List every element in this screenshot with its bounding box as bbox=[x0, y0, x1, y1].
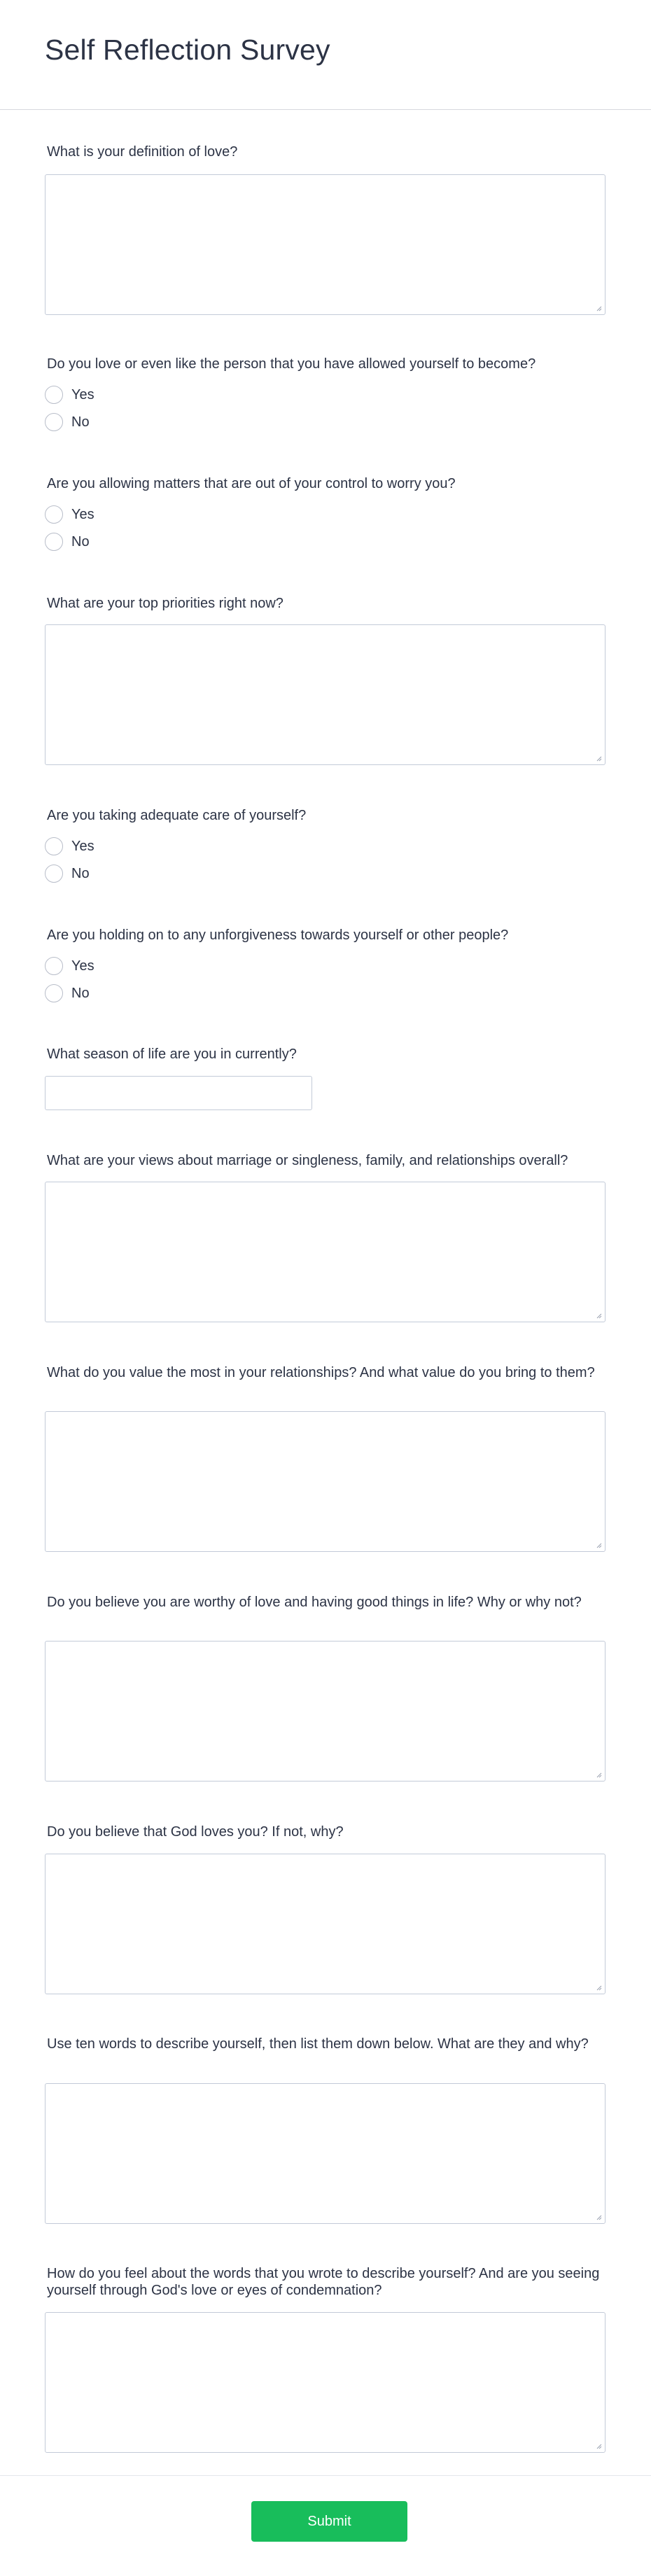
resize-handle-icon[interactable] bbox=[596, 2444, 602, 2449]
radio-option-yes[interactable]: Yes bbox=[45, 836, 94, 856]
worthy-of-love-textarea[interactable] bbox=[45, 1641, 606, 1782]
question-label: What are your views about marriage or singleness, family, and relationships overall? bbox=[47, 1153, 568, 1168]
question-label: Do you love or even like the person that you have allowed yourself to become? bbox=[47, 356, 536, 372]
radio-button[interactable] bbox=[45, 957, 63, 975]
resize-handle-icon[interactable] bbox=[596, 1543, 602, 1548]
season-of-life-input[interactable] bbox=[45, 1076, 312, 1110]
radio-button[interactable] bbox=[45, 505, 63, 524]
views-marriage-textarea[interactable] bbox=[45, 1182, 606, 1322]
question-label: Use ten words to describe yourself, then list them down below. What are they and why? bbox=[47, 2036, 589, 2052]
relationship-value-textarea[interactable] bbox=[45, 1411, 606, 1552]
top-priorities-textarea[interactable] bbox=[45, 624, 606, 765]
form-title: Self Reflection Survey bbox=[45, 34, 330, 66]
resize-handle-icon[interactable] bbox=[596, 1985, 602, 1991]
radio-button[interactable] bbox=[45, 837, 63, 855]
radio-button[interactable] bbox=[45, 984, 63, 1002]
question-label: Do you believe you are worthy of love and having good things in life? Why or why not? bbox=[47, 1595, 582, 1610]
question-label: What season of life are you in currently? bbox=[47, 1046, 297, 1062]
resize-handle-icon[interactable] bbox=[596, 1313, 602, 1319]
god-loves-you-textarea[interactable] bbox=[45, 1854, 606, 1994]
question-label: What are your top priorities right now? bbox=[47, 596, 284, 611]
submit-button[interactable]: Submit bbox=[251, 2501, 407, 2542]
form-header bbox=[0, 0, 651, 110]
radio-option-yes[interactable]: Yes bbox=[45, 385, 94, 405]
resize-handle-icon[interactable] bbox=[596, 2215, 602, 2220]
question-label: Are you allowing matters that are out of your control to worry you? bbox=[47, 476, 456, 491]
radio-option-yes[interactable]: Yes bbox=[45, 956, 94, 976]
radio-option-no[interactable]: No bbox=[45, 983, 90, 1003]
radio-button[interactable] bbox=[45, 386, 63, 404]
question-label: What is your definition of love? bbox=[47, 144, 238, 160]
radio-button[interactable] bbox=[45, 413, 63, 431]
question-label: Do you believe that God loves you? If not, why? bbox=[47, 1824, 344, 1840]
radio-button[interactable] bbox=[45, 533, 63, 551]
radio-option-no[interactable]: No bbox=[45, 412, 90, 432]
resize-handle-icon[interactable] bbox=[596, 1772, 602, 1778]
question-label: Are you holding on to any unforgiveness towards yourself or other people? bbox=[47, 927, 509, 943]
words-feeling-textarea[interactable] bbox=[45, 2312, 606, 2453]
question-label: Are you taking adequate care of yourself? bbox=[47, 808, 307, 823]
definition-of-love-textarea[interactable] bbox=[45, 174, 606, 315]
ten-words-textarea[interactable] bbox=[45, 2083, 606, 2224]
resize-handle-icon[interactable] bbox=[596, 756, 602, 762]
radio-option-no[interactable]: No bbox=[45, 864, 90, 883]
resize-handle-icon[interactable] bbox=[596, 306, 602, 312]
radio-button[interactable] bbox=[45, 864, 63, 883]
radio-option-yes[interactable]: Yes bbox=[45, 505, 94, 524]
question-label: What do you value the most in your relationships? And what value do you bring to them? bbox=[47, 1365, 595, 1380]
radio-option-no[interactable]: No bbox=[45, 532, 90, 552]
question-label: How do you feel about the words that you wrote to describe yourself? And are you seeing yourself through God's love or eyes of condemnation? bbox=[47, 2266, 600, 2298]
